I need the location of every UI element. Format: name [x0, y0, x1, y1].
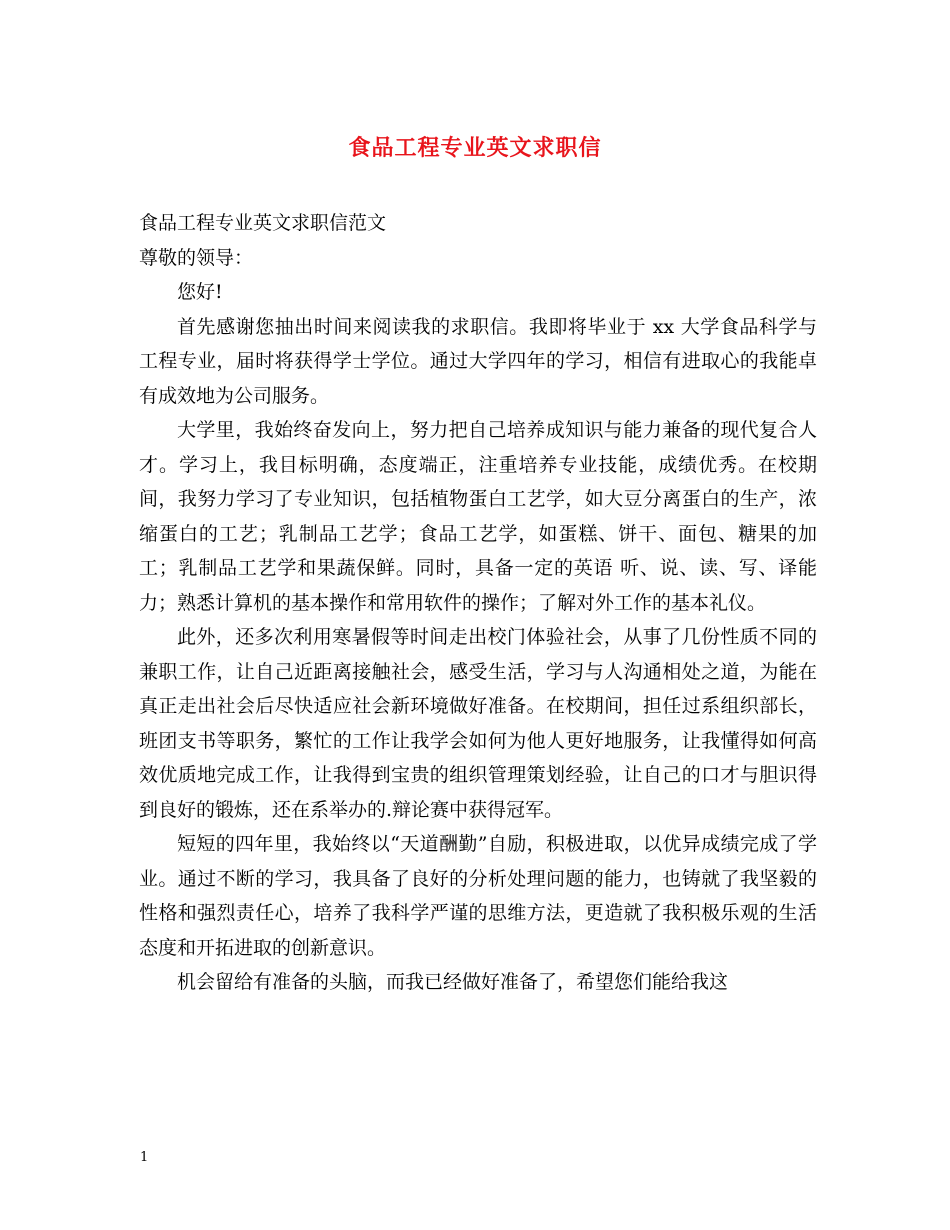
paragraph-intro: 首先感谢您抽出时间来阅读我的求职信。我即将毕业于 xx 大学食品科学与工程专业，届时将获得学士学位。通过大学四年的学习，相信有进取心的我能卓有成效地为公司服务。 [139, 315, 817, 407]
paragraph-closing: 机会留给有准备的头脑，而我已经做好准备了，希望您们能给我这 [177, 971, 729, 993]
paragraph-salutation: 尊敬的领导： [139, 246, 254, 269]
page-number: 1 [140, 1150, 149, 1165]
document-title: 食品工程专业英文求职信 [348, 135, 602, 161]
paragraph-subtitle: 食品工程专业英文求职信范文 [139, 212, 387, 234]
paragraph-experience: 此外，还多次利用寒暑假等时间走出校门体验社会，从事了几份性质不同的兼职工作，让自己近距离接触社会，感受生活，学习与人沟通相处之道，为能在真正走出社会后尽快适应社会新环境做好准备。在校期间，担任过系组织部长，班团支书等职务，繁忙的工作让我学会如何为他人更好地服务，让我懂得如何高效优质地完成工作，让我得到宝贵的组织管理策划经验，让自己的口才与胆识得到良好的锻炼，还在系举办的.辩论赛中获得冠军。 [139, 626, 817, 821]
paragraph-summary: 短短的四年里，我始终以“天道酬勤”自励，积极进取，以优异成绩完成了学业。通过不断的学习，我具备了良好的分析处理问题的能力，也铸就了我坚毅的性格和强烈责任心，培养了我科学严谨的思维方法，更造就了我积极乐观的生活态度和开拓进取的创新意识。 [139, 833, 817, 959]
letter-body [139, 206, 817, 1000]
paragraph-university: 大学里，我始终奋发向上，努力把自己培养成知识与能力兼备的现代复合人才。学习上，我目标明确，态度端正，注重培养专业技能，成绩优秀。在校期间，我努力学习了专业知识，包括植物蛋白工艺学，如大豆分离蛋白的生产，浓缩蛋白的工艺；乳制品工艺学；食品工艺学，如蛋糕、饼干、面包、糖果的加工；乳制品工艺学和果蔬保鲜。同时，具备一定的英语 听、说、读、写、译能力；熟悉计算机的基本操作和常用软件的操作；了解对外工作的基本礼仪。 [139, 419, 817, 614]
paragraph-greeting: 您好! [177, 281, 223, 303]
